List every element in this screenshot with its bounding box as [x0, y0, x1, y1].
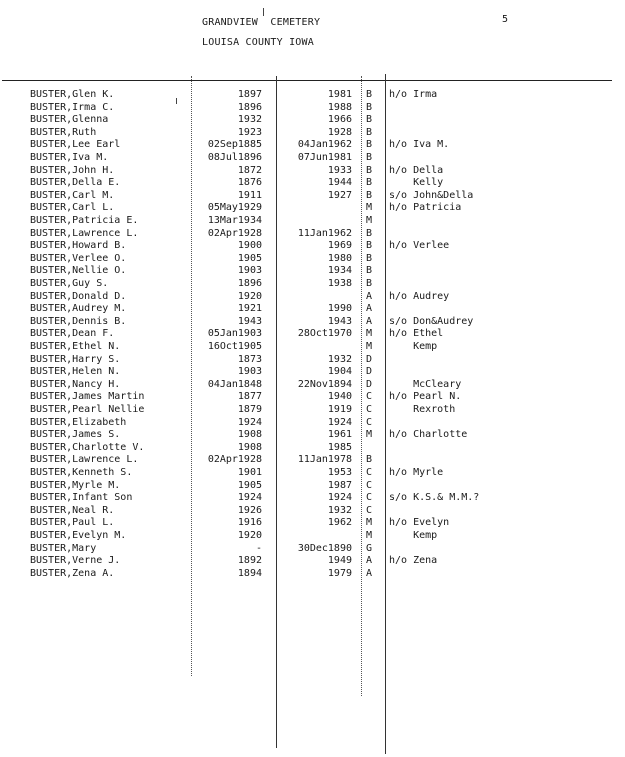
relation-note: McCleary	[389, 378, 462, 390]
table-row	[0, 391, 625, 403]
death-date: 1940	[327, 391, 352, 403]
person-name: BUSTER,Neal R.	[30, 504, 115, 516]
relation-note: Kemp	[389, 341, 438, 352]
table-row	[0, 467, 625, 479]
birth-date: 1916	[237, 517, 262, 529]
section-code: B	[366, 164, 373, 176]
section-code: M	[366, 215, 373, 226]
person-name: BUSTER,Nellie O.	[30, 265, 127, 277]
table-row	[0, 379, 625, 391]
section-code: C	[366, 504, 373, 516]
table-row	[0, 240, 625, 252]
death-date: 1938	[327, 278, 352, 289]
section-code: B	[366, 240, 373, 252]
birth-date: 1920	[237, 530, 262, 541]
person-name: BUSTER,Pearl Nellie	[30, 404, 145, 415]
section-code: M	[366, 429, 373, 441]
birth-date: 1897	[237, 89, 262, 100]
section-code: B	[366, 114, 373, 126]
page-number: 5	[502, 14, 509, 25]
table-row	[0, 404, 625, 416]
section-code: M	[366, 517, 373, 529]
person-name: BUSTER,Donald D.	[30, 290, 127, 302]
person-name: BUSTER,Patricia E.	[30, 215, 139, 226]
table-row	[0, 480, 625, 492]
person-name: BUSTER,Guy S.	[30, 278, 109, 289]
relation-note: Kelly	[389, 177, 444, 189]
death-date: 1961	[327, 429, 352, 441]
person-name: BUSTER,James Martin	[30, 391, 145, 403]
table-row	[0, 492, 625, 504]
section-code: C	[366, 416, 373, 428]
death-date: 28Oct1970	[297, 328, 352, 340]
death-date: 1944	[327, 177, 352, 189]
table-row	[0, 568, 625, 580]
relation-note: h/o Evelyn	[389, 517, 450, 529]
person-name: BUSTER,Carl L.	[30, 202, 115, 214]
birth-date: 1924	[237, 416, 262, 428]
death-date: 30Dec1890	[297, 542, 352, 554]
death-date: 1924	[327, 492, 352, 504]
birth-date: 1903	[237, 265, 262, 277]
person-name: BUSTER,Harry S.	[30, 353, 121, 365]
header-rule	[2, 80, 612, 81]
table-row	[0, 517, 625, 529]
relation-note: h/o Audrey	[389, 290, 450, 302]
person-name: BUSTER,Glen K.	[30, 89, 115, 100]
birth-date: 1908	[237, 429, 262, 441]
birth-date: 1932	[237, 114, 262, 126]
person-name: BUSTER,Verne J.	[30, 555, 121, 567]
birth-date: 1921	[237, 303, 262, 315]
section-code: B	[366, 101, 373, 113]
county-subtitle: LOUISA COUNTY IOWA	[202, 37, 314, 48]
cemetery-title: GRANDVIEW CEMETERY	[202, 17, 321, 28]
section-code: B	[366, 278, 373, 289]
birth-date: 02Sep1885	[207, 139, 262, 151]
table-row	[0, 190, 625, 202]
death-date: 1934	[327, 265, 352, 277]
person-name: BUSTER,James S.	[30, 429, 121, 441]
relation-note: s/o K.S.& M.M.?	[389, 492, 480, 504]
table-row	[0, 139, 625, 151]
table-row	[0, 366, 625, 378]
person-name: BUSTER,John H.	[30, 164, 115, 176]
table-row	[0, 152, 625, 164]
death-date: 1924	[327, 416, 352, 428]
section-code: B	[366, 265, 373, 277]
person-name: BUSTER,Audrey M.	[30, 303, 127, 315]
death-date: 1943	[327, 315, 352, 327]
death-date: 1981	[327, 89, 352, 100]
birth-date: 02Apr1928	[207, 227, 262, 239]
person-name: BUSTER,Irma C.	[30, 101, 115, 113]
section-code: D	[366, 353, 373, 365]
person-name: BUSTER,Zena A.	[30, 567, 115, 579]
section-code: B	[366, 252, 373, 264]
death-date: 1932	[327, 504, 352, 516]
birth-date: 05May1929	[207, 202, 262, 214]
death-date: 1966	[327, 114, 352, 126]
death-date: 1949	[327, 555, 352, 567]
section-code: M	[366, 202, 373, 214]
table-row	[0, 291, 625, 303]
table-row	[0, 202, 625, 214]
death-date: 1928	[327, 126, 352, 138]
birth-date: 1924	[237, 492, 262, 504]
relation-note: h/o Charlotte	[389, 429, 468, 441]
death-date: 1988	[327, 101, 352, 113]
section-code: C	[366, 479, 373, 491]
section-code: A	[366, 315, 373, 327]
table-row	[0, 127, 625, 139]
section-code: A	[366, 567, 373, 579]
death-date: 11Jan1978	[297, 454, 352, 466]
section-code: B	[366, 152, 373, 163]
birth-date: 1908	[237, 441, 262, 453]
section-code: B	[366, 177, 373, 189]
person-name: BUSTER,Infant Son	[30, 492, 133, 504]
birth-date: 1905	[237, 252, 262, 264]
person-name: BUSTER,Kenneth S.	[30, 467, 133, 478]
table-row	[0, 114, 625, 126]
death-date: 04Jan1962	[297, 139, 352, 151]
person-name: BUSTER,Della E.	[30, 177, 121, 189]
birth-date: 1923	[237, 126, 262, 138]
table-row	[0, 89, 625, 101]
death-date: 1990	[327, 303, 352, 315]
table-row	[0, 303, 625, 315]
section-code: M	[366, 328, 373, 340]
birth-date: 1879	[237, 404, 262, 415]
table-row	[0, 278, 625, 290]
death-date: 1962	[327, 517, 352, 529]
scan-mark	[176, 98, 177, 104]
section-code: G	[366, 542, 373, 554]
person-name: BUSTER,Glenna	[30, 114, 109, 126]
person-name: BUSTER,Charlotte V.	[30, 441, 145, 453]
birth-date: 1896	[237, 101, 262, 113]
relation-note: s/o John&Della	[389, 189, 474, 201]
birth-date: 1911	[237, 189, 262, 201]
birth-date: 16Oct1905	[207, 341, 262, 352]
person-name: BUSTER,Carl M.	[30, 189, 115, 201]
section-code: A	[366, 290, 373, 302]
table-row	[0, 177, 625, 189]
section-code: C	[366, 391, 373, 403]
table-row	[0, 228, 625, 240]
birth-date: 1896	[237, 278, 262, 289]
scan-mark	[263, 8, 264, 16]
birth-date: 1877	[237, 391, 262, 403]
birth-date: 13Mar1934	[207, 215, 262, 226]
birth-date: 08Jul1896	[207, 152, 262, 163]
person-name: BUSTER,Howard B.	[30, 240, 127, 252]
birth-date: 1873	[237, 353, 262, 365]
death-date: 1953	[327, 467, 352, 478]
death-date: 07Jun1981	[297, 152, 352, 163]
section-code: B	[366, 454, 373, 466]
table-row	[0, 215, 625, 227]
relation-note: h/o Patricia	[389, 202, 462, 214]
person-name: BUSTER,Iva M.	[30, 152, 109, 163]
table-row	[0, 442, 625, 454]
birth-date: -	[255, 542, 262, 554]
death-date: 1969	[327, 240, 352, 252]
person-name: BUSTER,Dean F.	[30, 328, 115, 340]
section-code: M	[366, 341, 373, 352]
section-code: B	[366, 189, 373, 201]
relation-note: h/o Ethel	[389, 328, 444, 340]
birth-date: 1900	[237, 240, 262, 252]
death-date: 1933	[327, 164, 352, 176]
death-date: 1979	[327, 567, 352, 579]
table-row	[0, 454, 625, 466]
section-code: A	[366, 303, 373, 315]
death-date: 1932	[327, 353, 352, 365]
section-code: C	[366, 492, 373, 504]
birth-date: 1901	[237, 467, 262, 478]
person-name: BUSTER,Helen N.	[30, 366, 121, 378]
birth-date: 1894	[237, 567, 262, 579]
birth-date: 1876	[237, 177, 262, 189]
table-row	[0, 265, 625, 277]
section-code: B	[366, 227, 373, 239]
table-row	[0, 165, 625, 177]
person-name: BUSTER,Nancy H.	[30, 378, 121, 390]
death-date: 11Jan1962	[297, 227, 352, 239]
table-row	[0, 543, 625, 555]
person-name: BUSTER,Paul L.	[30, 517, 115, 529]
birth-date: 1926	[237, 504, 262, 516]
table-row	[0, 417, 625, 429]
section-code: B	[366, 139, 373, 151]
table-row	[0, 341, 625, 353]
relation-note: h/o Della	[389, 164, 444, 176]
table-row	[0, 354, 625, 366]
person-name: BUSTER,Myrle M.	[30, 479, 121, 491]
person-name: BUSTER,Ethel N.	[30, 341, 121, 352]
section-code: B	[366, 126, 373, 138]
table-row	[0, 316, 625, 328]
table-row	[0, 328, 625, 340]
death-date: 1927	[327, 189, 352, 201]
person-name: BUSTER,Elizabeth	[30, 416, 127, 428]
person-name: BUSTER,Ruth	[30, 126, 97, 138]
death-date: 1919	[327, 404, 352, 415]
death-date: 22Nov1894	[297, 378, 352, 390]
death-date: 1985	[327, 441, 352, 453]
relation-note: Kemp	[389, 530, 438, 541]
relation-note: h/o Pearl N.	[389, 391, 462, 403]
birth-date: 04Jan1848	[207, 378, 262, 390]
section-code: M	[366, 530, 373, 541]
birth-date: 05Jan1903	[207, 328, 262, 340]
person-name: BUSTER,Lawrence L.	[30, 227, 139, 239]
relation-note: h/o Verlee	[389, 240, 450, 252]
table-row	[0, 429, 625, 441]
person-name: BUSTER,Lee Earl	[30, 139, 121, 151]
birth-date: 1892	[237, 555, 262, 567]
birth-date: 1905	[237, 479, 262, 491]
relation-note: h/o Irma	[389, 89, 438, 100]
birth-date: 1920	[237, 290, 262, 302]
birth-date: 1903	[237, 366, 262, 378]
table-row	[0, 253, 625, 265]
death-date: 1987	[327, 479, 352, 491]
table-row	[0, 505, 625, 517]
birth-date: 02Apr1928	[207, 454, 262, 466]
table-row	[0, 102, 625, 114]
table-row	[0, 555, 625, 567]
birth-date: 1872	[237, 164, 262, 176]
section-code: D	[366, 378, 373, 390]
person-name: BUSTER,Dennis B.	[30, 315, 127, 327]
section-code: A	[366, 555, 373, 567]
section-code: D	[366, 366, 373, 378]
relation-note: h/o Myrle	[389, 467, 444, 478]
relation-note: s/o Don&Audrey	[389, 315, 474, 327]
relation-note: h/o Zena	[389, 555, 438, 567]
section-code: C	[366, 467, 373, 478]
relation-note: Rexroth	[389, 404, 456, 415]
section-code: C	[366, 404, 373, 415]
person-name: BUSTER,Lawrence L.	[30, 454, 139, 466]
death-date: 1904	[327, 366, 352, 378]
person-name: BUSTER,Evelyn M.	[30, 530, 127, 541]
birth-date: 1943	[237, 315, 262, 327]
table-row	[0, 530, 625, 542]
section-code: B	[366, 89, 373, 100]
death-date: 1980	[327, 252, 352, 264]
person-name: BUSTER,Mary	[30, 542, 97, 554]
person-name: BUSTER,Verlee O.	[30, 252, 127, 264]
relation-note: h/o Iva M.	[389, 139, 450, 151]
